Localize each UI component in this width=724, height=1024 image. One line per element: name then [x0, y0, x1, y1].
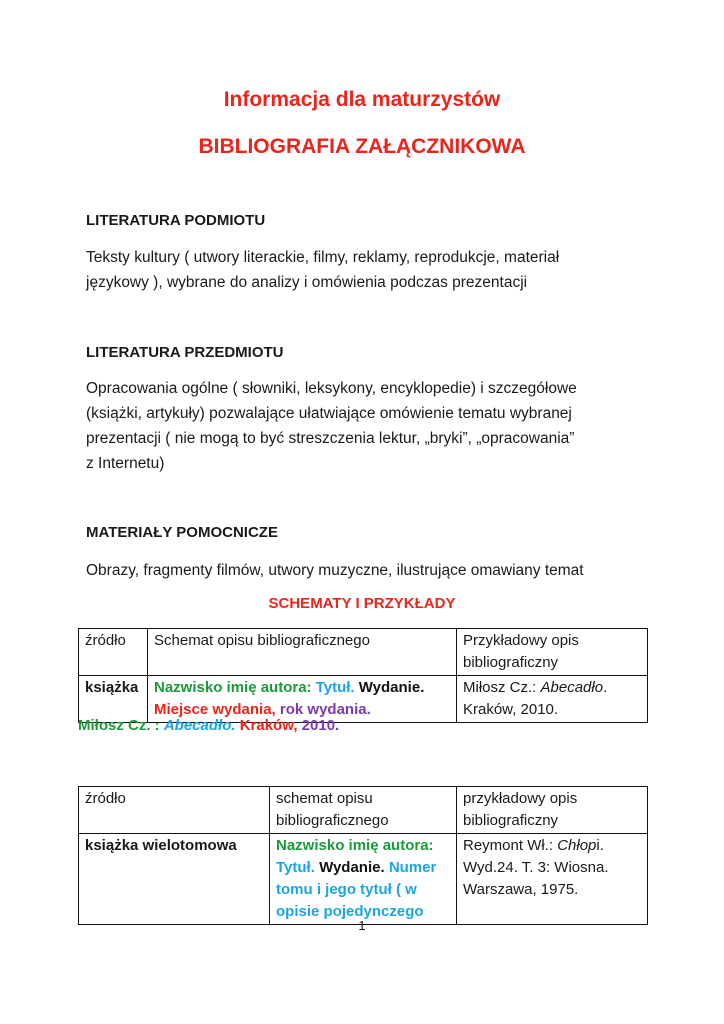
table-header-cell: schemat opisu bibliograficznego: [270, 787, 457, 834]
example-title: Abecadło: [540, 679, 604, 696]
table-row: [79, 834, 648, 925]
example-cell: [457, 676, 648, 723]
schema-volume: Numer tomu i jego tytuł ( w opisie pojedynczego: [276, 859, 437, 920]
schema-title: Tytuł.: [276, 859, 315, 876]
paragraph-line: (książki, artykuły) pozwalające ułatwiające omówienie tematu wybranej: [86, 405, 572, 422]
table-header-row: [79, 787, 648, 834]
schema-author: Nazwisko imię autora:: [154, 679, 312, 696]
source-cell: książka: [79, 676, 148, 723]
paragraph-line: Obrazy, fragmenty filmów, utwory muzyczne, ilustrujące omawiany temat: [86, 562, 584, 579]
table-header-cell: Schemat opisu bibliograficznego: [148, 629, 457, 676]
section-heading-literatura-przedmiotu: LITERATURA PRZEDMIOTU: [86, 344, 284, 361]
page-number: 1: [358, 918, 366, 933]
section-heading-materialy-pomocnicze: MATERIAŁY POMOCNICZE: [86, 524, 278, 541]
schema-year: rok wydania.: [279, 701, 371, 718]
document-subtitle: BIBLIOGRAFIA ZAŁĄCZNIKOWA: [198, 135, 526, 158]
schema-cell: [148, 676, 457, 723]
schema-edition: Wydanie.: [319, 859, 385, 876]
bibliography-table-book: [78, 628, 648, 723]
citation-title: Abecadło.: [163, 717, 236, 734]
example-dot: .: [603, 679, 608, 696]
table-header-cell: źródło: [79, 629, 148, 676]
paragraph-line: językowy ), wybrane do analizy i omówienia podczas prezentacji: [86, 274, 528, 291]
example-edition-volume: Wyd.24. T. 3: Wiosna.: [463, 859, 609, 876]
section-paragraph-materialy-pomocnicze: [86, 558, 626, 583]
document-title: Informacja dla maturzystów: [223, 88, 501, 111]
schemas-title: SCHEMATY I PRZYKŁADY: [268, 595, 456, 612]
paragraph-line: Opracowania ogólne ( słowniki, leksykony, encyklopedie) i szczegółowe: [86, 380, 577, 397]
schema-edition: Wydanie.: [358, 679, 425, 696]
table-header-cell: źródło: [79, 787, 270, 834]
citation-year: 2010: [301, 717, 336, 734]
paragraph-line: Teksty kultury ( utwory literackie, filmy, reklamy, reprodukcje, materiał: [86, 249, 560, 266]
schema-place: Miejsce wydania,: [154, 701, 276, 718]
citation-dot: .: [335, 717, 340, 734]
schema-title: Tytuł.: [315, 679, 355, 696]
section-heading-literatura-podmiotu: LITERATURA PODMIOTU: [86, 212, 266, 229]
table-header-cell: Przykładowy opis bibliograficzny: [457, 629, 648, 676]
paragraph-line: prezentacji ( nie mogą to być streszczenia lektur, „bryki”, „opracowania”: [86, 430, 575, 447]
example-place-year: Kraków, 2010.: [463, 701, 559, 718]
table-header-cell: przykładowy opis bibliograficzny: [457, 787, 648, 834]
source-cell: książka wielotomowa: [79, 834, 270, 925]
table-header-row: [79, 629, 648, 676]
citation-place: Kraków,: [239, 717, 298, 734]
schema-author: Nazwisko imię autora:: [276, 837, 434, 854]
example-author: Miłosz Cz.:: [463, 679, 537, 696]
section-paragraph-literatura-przedmiotu: [86, 376, 626, 476]
example-title-suffix: i.: [596, 837, 604, 854]
section-paragraph-literatura-podmiotu: [86, 245, 626, 295]
bibliography-table-multivolume: [78, 786, 648, 925]
example-title: Chłop: [557, 837, 597, 854]
paragraph-line: z Internetu): [86, 455, 165, 472]
example-cell: [457, 834, 648, 925]
example-place-year: Warszawa, 1975.: [463, 881, 579, 898]
table-row: [79, 676, 648, 723]
example-author: Reymont Wł.:: [463, 837, 554, 854]
example-citation-line: [78, 717, 339, 734]
schema-cell: [270, 834, 457, 925]
citation-author: Miłosz Cz. :: [78, 717, 160, 734]
